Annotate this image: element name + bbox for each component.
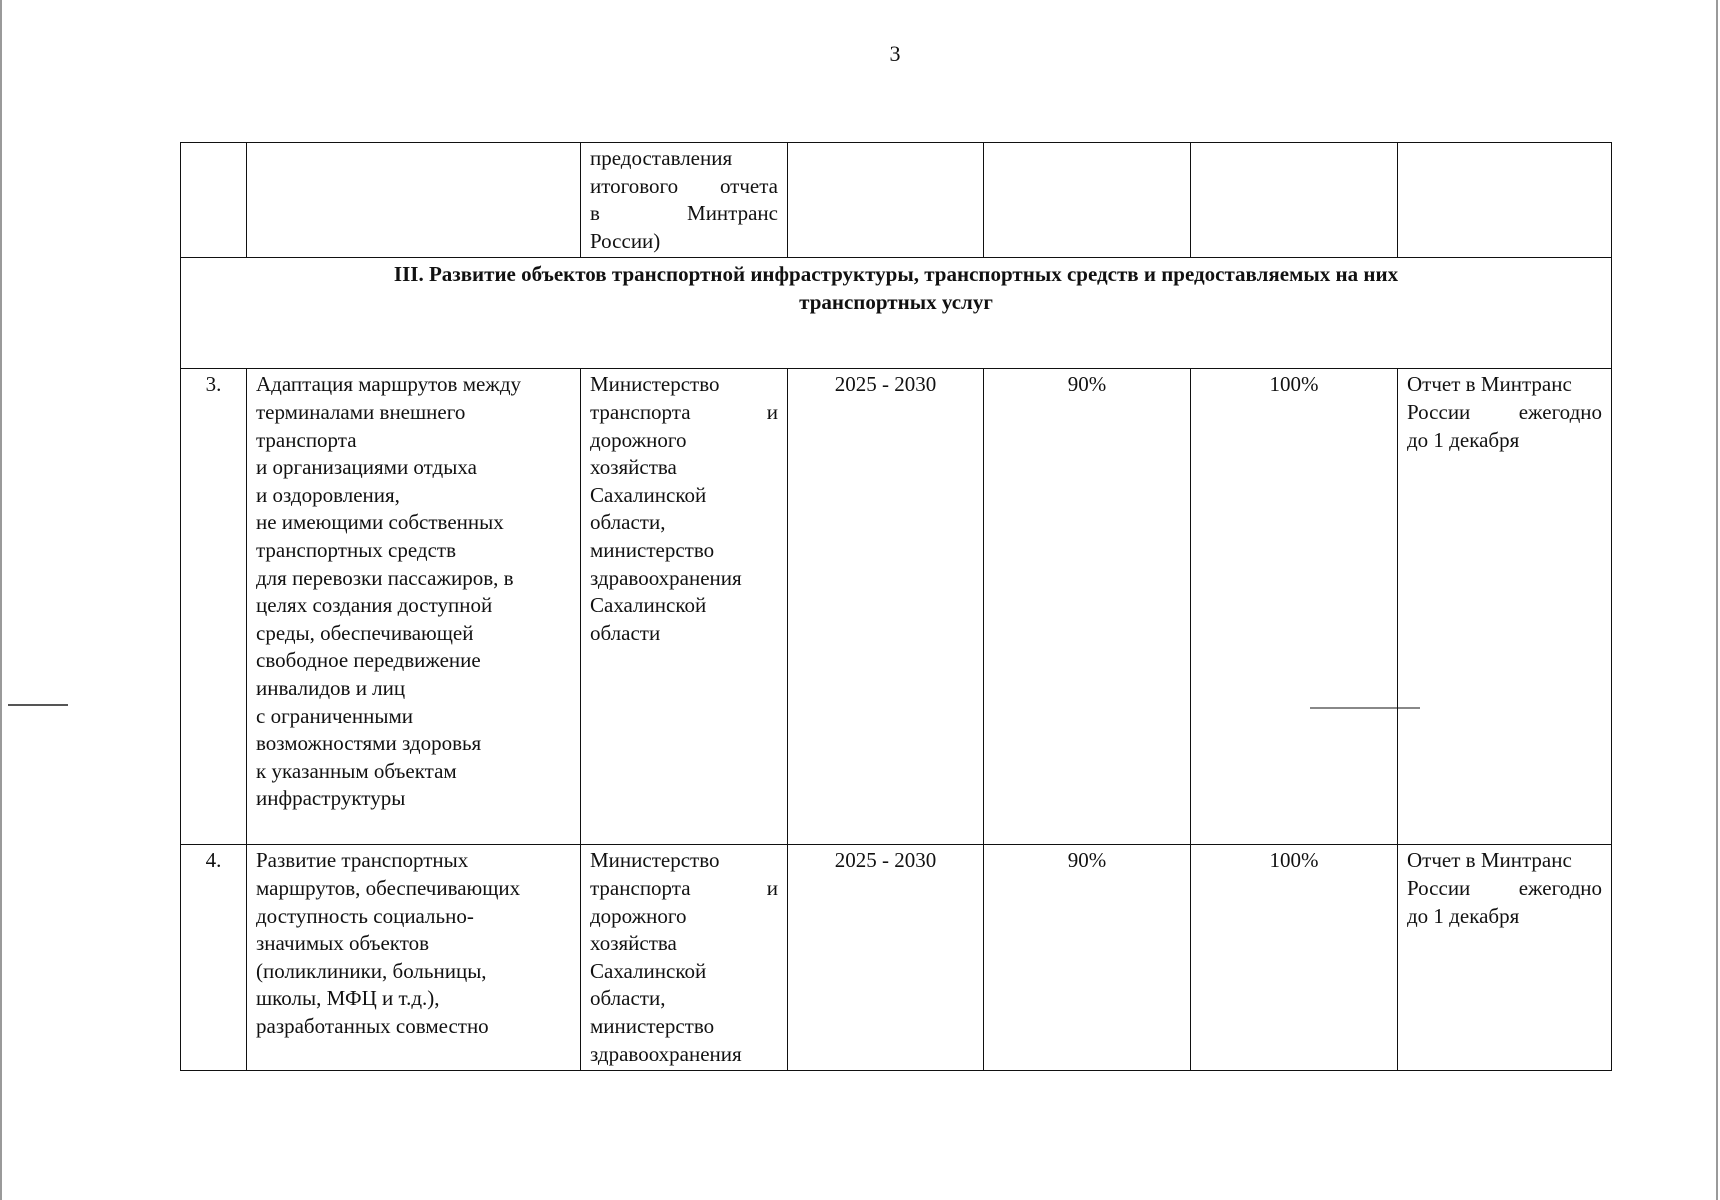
text-line: транспорта	[256, 427, 357, 452]
text-line: маршрутов, обеспечивающих	[256, 875, 521, 900]
text-line: в Минтранс	[590, 201, 778, 226]
section-heading-row	[181, 258, 1612, 369]
cell-report-empty	[1398, 143, 1612, 258]
item-activity	[247, 369, 581, 845]
item-value-start: 90%	[984, 369, 1191, 845]
measures-table	[180, 142, 1612, 1071]
text-line: Отчет в Минтранс	[1407, 848, 1572, 873]
section-title-line: III. Развитие объектов транспортной инфраструктуры, транспортных средств и предоставляемых на них	[393, 262, 1399, 287]
text-line: России)	[590, 228, 661, 253]
text-line: с ограниченными	[256, 703, 413, 728]
item-number: 3.	[181, 369, 247, 845]
section-title-line: транспортных услуг	[799, 290, 993, 315]
text-line: Министерство	[590, 848, 720, 873]
text-line: разработанных совместно	[256, 1013, 489, 1038]
item-responsible	[581, 369, 788, 845]
text-line: не имеющими собственных	[256, 510, 504, 535]
text-line: Адаптация маршрутов между	[256, 372, 522, 397]
text-line: Сахалинской	[590, 482, 707, 507]
table-row-item-4	[181, 845, 1612, 1071]
item-period: 2025 - 2030	[788, 845, 984, 1071]
scan-right-edge	[1716, 0, 1718, 1200]
text-line: доступность социально-	[256, 903, 474, 928]
scan-artifact-line	[8, 704, 68, 706]
table-row-item-3	[181, 369, 1612, 845]
text-line: (поликлиники, больницы,	[256, 958, 487, 983]
text-line: министерство	[590, 537, 715, 562]
item-value-start: 90%	[984, 845, 1191, 1071]
text-line: транспортных средств	[256, 537, 457, 562]
text-line: итогового отчета	[590, 173, 778, 198]
text-line: здравоохранения	[590, 565, 742, 590]
text-line: среды, обеспечивающей	[256, 620, 474, 645]
cell-num-empty	[181, 143, 247, 258]
item-report	[1398, 369, 1612, 845]
text-line: целях создания доступной	[256, 593, 493, 618]
text-line: области,	[590, 510, 666, 535]
text-line: и организациями отдыха	[256, 455, 477, 480]
item-report	[1398, 845, 1612, 1071]
cell-responsible-continuation	[581, 143, 788, 258]
text-line: до 1 декабря	[1407, 427, 1520, 452]
text-line: области	[590, 620, 661, 645]
cell-period-empty	[788, 143, 984, 258]
text-line: возможностями здоровья	[256, 731, 482, 756]
text-line: области,	[590, 986, 666, 1011]
item-value-target: 100%	[1191, 369, 1398, 845]
item-period: 2025 - 2030	[788, 369, 984, 845]
text-line: дорожного	[590, 903, 687, 928]
text-line: свободное передвижение	[256, 648, 481, 673]
text-line: хозяйства	[590, 455, 677, 480]
text-line: школы, МФЦ и т.д.),	[256, 986, 440, 1011]
scan-left-edge	[0, 0, 2, 1200]
text-line: Отчет в Минтранс	[1407, 372, 1572, 397]
table-row-continuation	[181, 143, 1612, 258]
text-line: здравоохранения	[590, 1041, 742, 1066]
text-line: Министерство	[590, 372, 720, 397]
page-number: 3	[889, 41, 901, 66]
item-value-target: 100%	[1191, 845, 1398, 1071]
text-line: транспорта и	[590, 875, 778, 900]
text-line: и оздоровления,	[256, 482, 400, 507]
cell-start-empty	[984, 143, 1191, 258]
text-line: инфраструктуры	[256, 786, 406, 811]
section-heading	[181, 258, 1612, 369]
text-line: для перевозки пассажиров, в	[256, 565, 514, 590]
cell-target-empty	[1191, 143, 1398, 258]
item-responsible	[581, 845, 788, 1071]
text-line: Развитие транспортных	[256, 848, 469, 873]
cell-activity-empty	[247, 143, 581, 258]
text-line: предоставления	[590, 146, 733, 170]
text-line: министерство	[590, 1013, 715, 1038]
item-number: 4.	[181, 845, 247, 1071]
item-activity	[247, 845, 581, 1071]
text-line: Сахалинской	[590, 958, 707, 983]
text-line: терминалами внешнего	[256, 399, 466, 424]
text-line: до 1 декабря	[1407, 903, 1520, 928]
text-line: транспорта и	[590, 399, 778, 424]
text-line: хозяйства	[590, 931, 677, 956]
text-line: России ежегодно	[1407, 875, 1602, 900]
text-line: инвалидов и лиц	[256, 675, 406, 700]
text-line: дорожного	[590, 427, 687, 452]
text-line: значимых объектов	[256, 931, 430, 956]
text-line: Сахалинской	[590, 593, 707, 618]
text-line: России ежегодно	[1407, 399, 1602, 424]
text-line: к указанным объектам	[256, 758, 457, 783]
